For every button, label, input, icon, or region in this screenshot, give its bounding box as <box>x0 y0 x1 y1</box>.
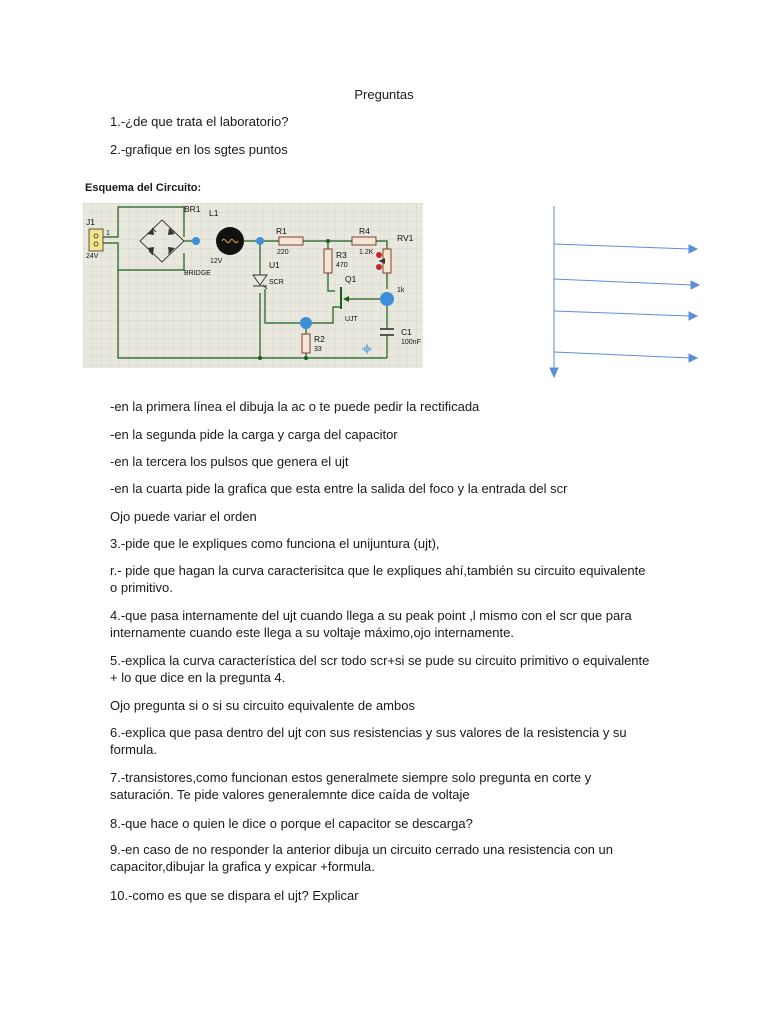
r3-label: R3 <box>336 250 347 260</box>
r4-label: R4 <box>359 226 370 236</box>
question-2: 2.-grafique en los sgtes puntos <box>110 142 288 157</box>
l1-label: L1 <box>209 208 219 218</box>
r2-label: R2 <box>314 334 325 344</box>
note-order: Ojo puede variar el orden <box>110 509 257 524</box>
j1-label: J1 <box>86 217 95 227</box>
circuit-schematic <box>83 203 423 368</box>
br1-label: BR1 <box>184 204 201 214</box>
r3-value: 470 <box>336 262 348 269</box>
rv1-value: 1k <box>397 287 405 294</box>
question-3-reply: r.- pide que hagan la curva caracterisitca que le expliques ahí,también su circuito equivalente o primitivo. <box>110 563 646 595</box>
question-5: 5.-explica la curva característica del scr todo scr+si se pude su circuito primitivo o equivalente + lo que dice en la pregunta 4. <box>110 653 650 685</box>
question-6: 6.-explica que pasa dentro del ujt con sus resistencias y sus valores de la resistencia y su formula. <box>110 725 627 757</box>
c1-value: 100nF <box>401 339 421 346</box>
ujt-label: UJT <box>345 316 358 323</box>
u1-label: U1 <box>269 260 280 270</box>
page-title: Preguntas <box>354 87 414 102</box>
waveform-axes <box>540 200 710 385</box>
note-line-4: -en la cuarta pide la grafica que esta entre la salida del foco y la entrada del scr <box>110 481 568 496</box>
r1-label: R1 <box>276 226 287 236</box>
question-1: 1.-¿de que trata el laboratorio? <box>110 114 289 129</box>
question-3: 3.-pide que le expliques como funciona el unijuntura (ujt), <box>110 536 440 551</box>
rv1-label: RV1 <box>397 233 414 243</box>
r4-value: 1.2K <box>359 249 374 256</box>
question-4: 4.-que pasa internamente del ujt cuando llega a su peak point ,l mismo con el scr que para internamente cuando este llega a su voltaje máximo,ojo internamente. <box>110 608 632 640</box>
r2-value: 33 <box>314 346 322 353</box>
bridge-label: BRIDGE <box>184 270 211 277</box>
question-9: 9.-en caso de no responder la anterior dibuja un circuito cerrado una resistencia con un capacitor,dibujar la grafica y expicar +formula. <box>110 842 613 874</box>
schematic-heading: Esquema del Circuito: <box>85 182 202 194</box>
j1-volt-label: 24V <box>86 253 99 260</box>
note-line-1: -en la primera línea el dibuja la ac o te puede pedir la rectificada <box>110 399 480 414</box>
note-line-2: -en la segunda pide la carga y carga del capacitor <box>110 427 398 442</box>
question-8: 8.-que hace o quien le dice o porque el capacitor se descarga? <box>110 816 473 831</box>
j1-pin-label: 1 <box>106 230 110 237</box>
note-line-3: -en la tercera los pulsos que genera el ujt <box>110 454 349 469</box>
l1-volt-label: 12V <box>210 258 223 265</box>
note-equivalent: Ojo pregunta si o si su circuito equivalente de ambos <box>110 698 415 713</box>
c1-label: C1 <box>401 327 412 337</box>
q1-label: Q1 <box>345 274 357 284</box>
scr-label: SCR <box>269 279 284 286</box>
question-10: 10.-como es que se dispara el ujt? Explicar <box>110 888 359 903</box>
r1-value: 220 <box>277 249 289 256</box>
question-7: 7.-transistores,como funcionan estos generalmete siempre solo pregunta en corte y saturación. Te pide valores generalemnte dice caída de voltaje <box>110 770 592 802</box>
